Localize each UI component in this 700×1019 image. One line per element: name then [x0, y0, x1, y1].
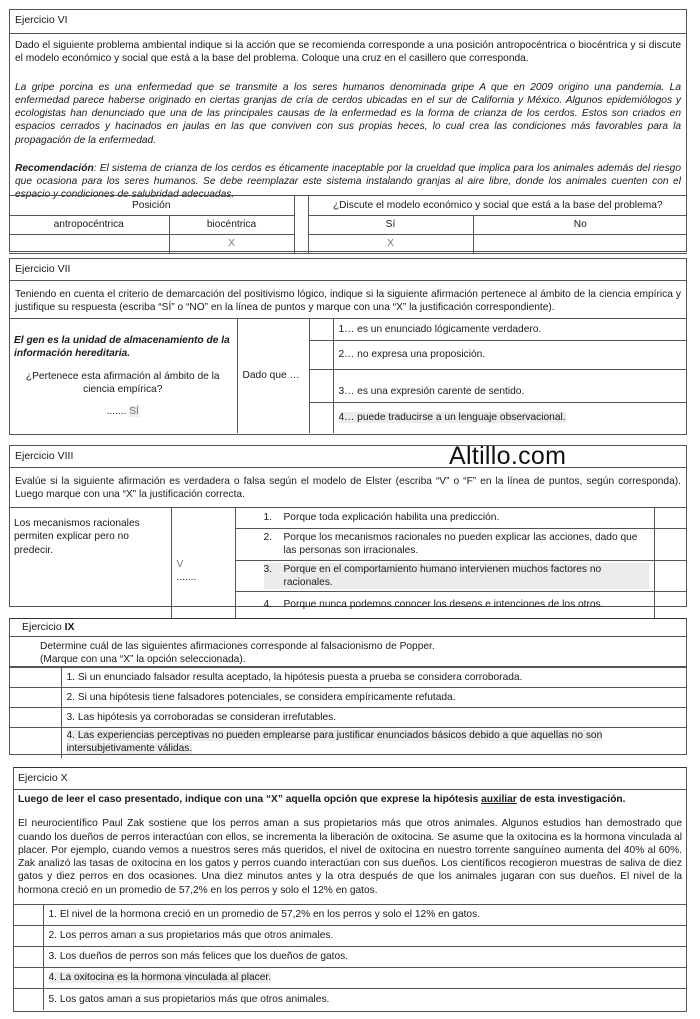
option-4: 4… puede traducirse a un lenguaje observacional. [333, 403, 687, 433]
mark-box-1[interactable] [9, 668, 61, 688]
col-no: No [473, 216, 687, 235]
answer-value: SÍ [129, 405, 139, 417]
watermark: Altillo.com [449, 442, 567, 470]
mark-box-4[interactable] [13, 968, 43, 989]
statement-text: El gen es la unidad de almacenamiento de la información hereditaria. [14, 334, 230, 359]
mark-box-3[interactable] [13, 947, 43, 968]
exercise-6-recommendation: Recomendación: El sistema de crianza de los cerdos es éticamente inaceptable por la crueldad que implica para los animales además del riesgo que ocasiona para los seres humanos. Se debe reemplazar este sistema instalando granjas al aire libre, donde los animales cuenten con el espacio y condiciones de salubridad adecuadas. [15, 162, 681, 201]
col-si: Sí [308, 216, 473, 235]
position-header: Posición [9, 196, 294, 216]
exercise-10-options [13, 904, 687, 1010]
option-1: 1… es un enunciado lógicamente verdadero. [333, 319, 687, 341]
exercise-9-title: Ejercicio IX [10, 619, 686, 637]
col-biocentrica: biocéntrica [169, 216, 294, 235]
mark-box-2[interactable] [9, 688, 61, 708]
exercise-6-case: La gripe porcina es una enfermedad que se transmite a los seres humanos denominada gripe A que en 2009 origino una pandemia. La enfermedad parece haberse originado en ciertas granjas de cría de cerdos ubicadas en el sur de California y México. Algunos epidemiólogos y ecologistas han denunciado que una de las principales causas de la enfermedad es la forma de crianza de los cerdos. Estos son criados en espacios cerrados y hacinados en jaulas en las que conviven con sus propias heces, lo cual crea las condiciones más favorables para la propagación de la enfermedad. [15, 81, 681, 146]
answer-si[interactable]: X [308, 235, 473, 254]
option-4: 4. Las experiencias perceptivas no pueden emplearse para justificar enunciados básicos debido a que aquellas no son intersubjetivamente válidas. [61, 728, 687, 758]
exercise-7-title: Ejercicio VII [10, 259, 686, 281]
answer-biocentrica[interactable]: X [169, 235, 294, 254]
statement-cell [9, 319, 237, 433]
mark-box-3[interactable] [9, 708, 61, 728]
exercise-10-instruction: Luego de leer el caso presentado, indique con una “X” aquella opción que exprese la hipótesis auxiliar de esta investigación. [18, 794, 626, 805]
answer-line[interactable]: ....... SÍ [106, 405, 139, 417]
option-5: 5. Los gatos aman a sus propietarios más que otros animales. [43, 989, 687, 1010]
exercise-10-title: Ejercicio X [14, 768, 686, 790]
option-1: 1. Si un enunciado falsador resulta aceptado, la hipótesis puesta a prueba se considera corroborada. [61, 668, 687, 688]
discussion-header: ¿Discute el modelo económico y social que está a la base del problema? [308, 196, 687, 216]
exercise-8 [9, 445, 687, 611]
mark-box-5[interactable] [13, 989, 43, 1010]
question-text: ¿Pertenece esta afirmación al ámbito de la ciencia empírica? [25, 371, 220, 396]
exercise-8-intro: Evalúe si la siguiente afirmación es verdadera o falsa según el modelo de Elster (escriba “V” o “F” en la línea de puntos, según corresponda). Luego marque con una “X” la justificación correcta. [10, 468, 686, 508]
mark-box-2[interactable] [309, 341, 333, 370]
recommendation-label: Recomendación [15, 162, 94, 174]
answer-dots: ....... [176, 571, 197, 583]
mark-box-1[interactable] [309, 319, 333, 341]
answer-antropocentrica[interactable] [9, 235, 169, 254]
exercise-9-options [9, 667, 687, 758]
mark-box-2[interactable] [13, 926, 43, 947]
option-2: 2. Porque los mecanismos racionales no pueden explicar las acciones, dado que las personas son irracionales. [235, 529, 654, 561]
option-2: 2. Los perros aman a sus propietarios más que otros animales. [43, 926, 687, 947]
exercise-7-answer-table [9, 318, 687, 433]
mark-box-3[interactable] [309, 370, 333, 403]
option-3: 3. Las hipótesis ya corroboradas se consideran irrefutables. [61, 708, 687, 728]
option-1: 1. El nivel de la hormona creció en un promedio de 57,2% en los perros y solo el 12% en gatos. [43, 905, 687, 926]
mark-box-4[interactable] [309, 403, 333, 433]
option-2: 2. Si una hipótesis tiene falsadores potenciales, se considera empíricamente refutada. [61, 688, 687, 708]
answer-cell[interactable] [171, 508, 235, 618]
mark-box-2[interactable] [654, 529, 687, 561]
mark-box-4[interactable] [9, 728, 61, 758]
option-4: 4. Porque nunca podemos conocer los deseos e intenciones de los otros. [235, 592, 654, 618]
exercise-8-answer-table [9, 507, 687, 618]
answer-no[interactable] [473, 235, 687, 254]
option-3: 3… es una expresión carente de sentido. [333, 370, 687, 403]
exercise-10 [13, 767, 687, 1012]
given-cell: Dado que … [237, 319, 309, 433]
mark-box-1[interactable] [13, 905, 43, 926]
exercise-6-title: Ejercicio VI [10, 10, 686, 34]
statement-cell: Los mecanismos racionales permiten explicar pero no predecir. [9, 508, 171, 618]
exercise-8-title: Ejercicio VIII [10, 446, 686, 468]
exercise-6 [9, 9, 687, 252]
table-spacer [294, 196, 308, 254]
exercise-6-intro: Dado el siguiente problema ambiental indique si la acción que se recomienda corresponde a una posición antropocéntrica o biocéntrica y si discute el modelo económico y social que está a la base del problema. Coloque una cruz en el casillero que corresponda. [15, 40, 681, 65]
option-2: 2… no expresa una proposición. [333, 341, 687, 370]
exercise-7 [9, 258, 687, 435]
mark-box-3[interactable] [654, 560, 687, 592]
col-antropocentrica: antropocéntrica [9, 216, 169, 235]
exercise-6-answer-table [9, 195, 687, 254]
exercise-7-intro: Teniendo en cuenta el criterio de demarcación del positivismo lógico, indique si la siguiente afirmación pertenece al ámbito de la ciencia empírica y justifique su respuesta (escriba “SÍ” o “NO” en la línea de puntos y marque con una “X” la justificación correspondiente). [10, 281, 686, 319]
option-3: 3. Los dueños de perros son más felices que los dueños de gatos. [43, 947, 687, 968]
exercise-9 [9, 618, 687, 755]
mark-box-1[interactable] [654, 508, 687, 529]
option-4: 4. La oxitocina es la hormona vinculada al placer. [43, 968, 687, 989]
option-1: 1. Porque toda explicación habilita una predicción. [235, 508, 654, 529]
exercise-9-intro: Determine cuál de las siguientes afirmaciones corresponde al falsacionismo de Popper. (Marque con una “X” la opción seleccionada). [10, 637, 686, 667]
mark-box-4[interactable] [654, 592, 687, 618]
option-3: 3. Porque en el comportamiento humano intervienen muchos factores no racionales. [235, 560, 654, 592]
answer-value: V [176, 558, 184, 570]
exercise-10-case: El neurocientífico Paul Zak sostiene que los perros aman a sus propietarios más que otros animales. Algunos estudios han demostrado que cuando los dueños de perros interactúan con ellos, se incrementa la liberación de oxitocina. Se asume que la oxitocina es la hormona vinculada al placer. Por ejemplo, cuando vemos a nuestros seres más queridos, el nivel de oxitocina en nuestro torrente sanguíneo aumenta del 40% al 60%. Zak analizó las tasas de oxitocina en los gatos y perros cuando interactúan con sus dueños. Los científicos recogieron muestras de saliva de diez gatos y diez perros en dos ocasiones. Una diez minutos antes y la otra después de que los animales jugaran con sus dueños. El nivel de la hormona creció en un promedio de 57,2% en los perros y solo el 12% en gatos. [18, 818, 682, 896]
